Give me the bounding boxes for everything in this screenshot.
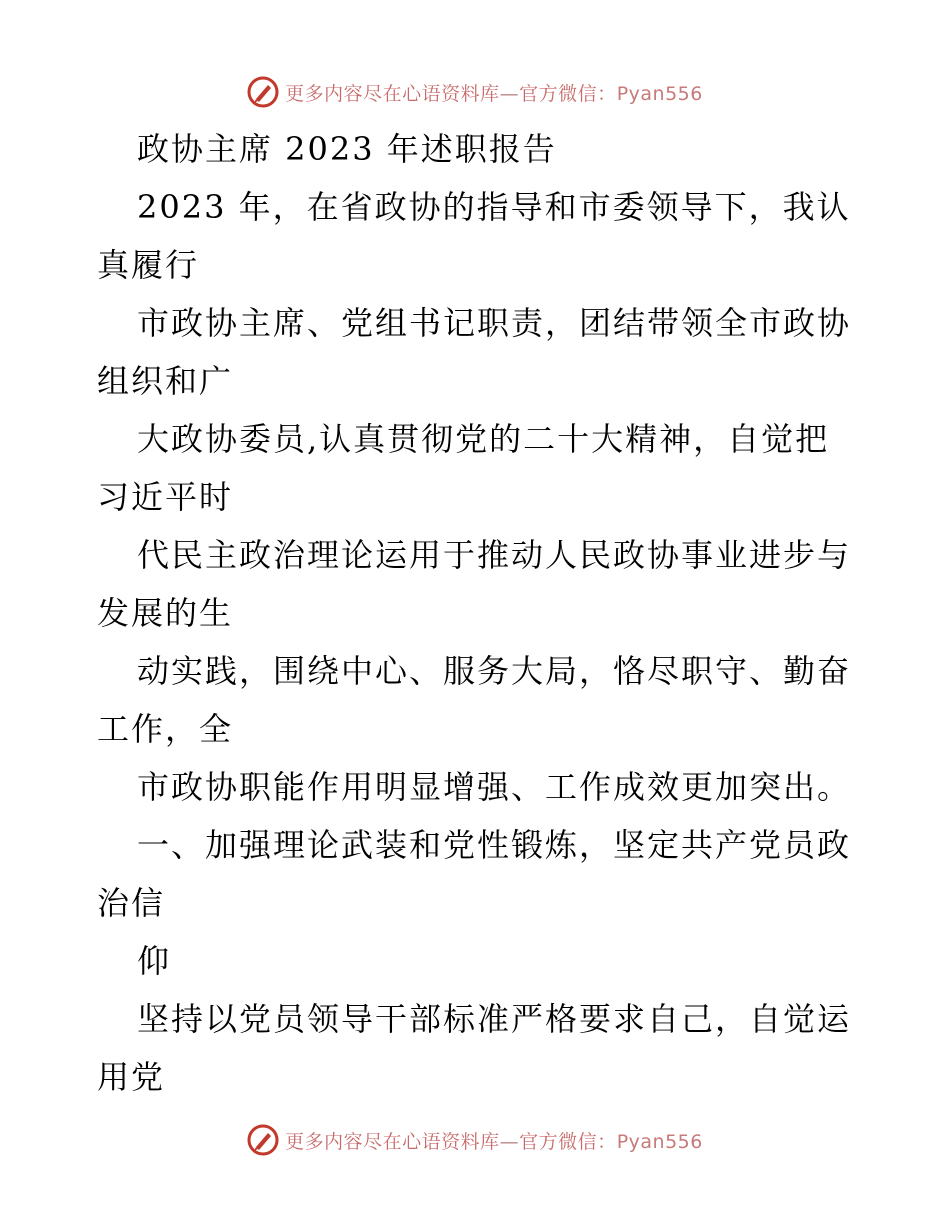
watermark-separator: — (499, 82, 520, 105)
text-line: 习近平时 (97, 478, 234, 516)
text-line: 治信 (97, 884, 166, 922)
text-line: 一、加强理论武装和党性锻炼，坚定共产党员政 (137, 826, 852, 864)
pen-logo-icon (247, 1124, 279, 1156)
footer-watermark (0, 1120, 950, 1160)
text-line: 市政协主席、党组书记职责，团结带领全市政协 (137, 304, 852, 342)
text-line: 组织和广 (97, 362, 234, 400)
watermark-text (285, 79, 703, 106)
watermark-wechat-label: 官方微信： (519, 82, 617, 105)
watermark-wechat-id: Pyan556 (616, 82, 703, 105)
text-line: 工作，全 (97, 710, 234, 748)
text-line: 市政协职能作用明显增强、工作成效更加突出。 (137, 768, 852, 806)
document-body (97, 120, 857, 1106)
text-line: 动实践，围绕中心、服务大局，恪尽职守、勤奋 (137, 652, 852, 690)
watermark-wechat-id: Pyan556 (616, 1130, 703, 1153)
header-watermark (0, 72, 950, 112)
text-line: 代民主政治理论运用于推动人民政协事业进步与 (137, 536, 852, 574)
watermark-main: 更多内容尽在心语资料库 (285, 82, 500, 105)
text-line: 真履行 (97, 246, 200, 284)
text-line: 2023 年，在省政协的指导和市委领导下，我认 (137, 188, 851, 226)
pen-logo-icon (247, 76, 279, 108)
text-line: 大政协委员,认真贯彻党的二十大精神，自觉把 (137, 420, 830, 458)
text-line: 用党 (97, 1058, 166, 1096)
watermark-text (285, 1127, 703, 1154)
text-line: 仰 (137, 942, 172, 980)
document-title: 政协主席 2023 年述职报告 (137, 130, 557, 168)
text-line: 发展的生 (97, 594, 234, 632)
watermark-separator: — (499, 1130, 520, 1153)
watermark-wechat-label: 官方微信： (519, 1130, 617, 1153)
text-line: 坚持以党员领导干部标准严格要求自己，自觉运 (137, 1000, 852, 1038)
watermark-main: 更多内容尽在心语资料库 (285, 1130, 500, 1153)
